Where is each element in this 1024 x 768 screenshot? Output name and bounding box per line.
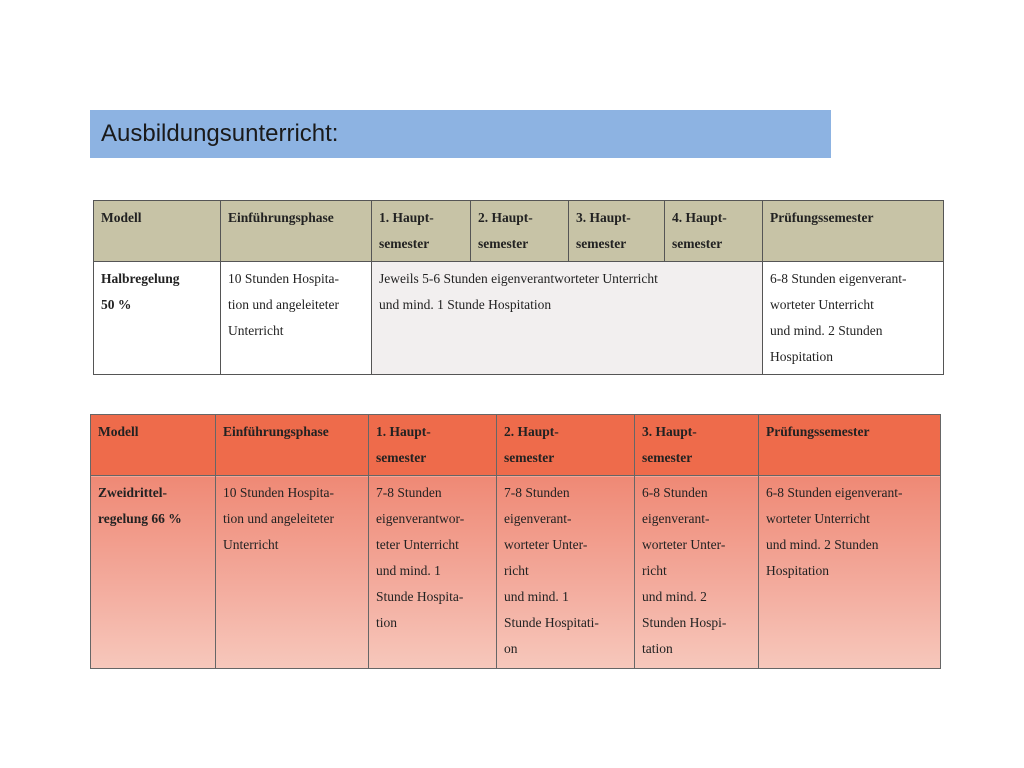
slide-title: [90, 110, 831, 158]
table2-intro-cell: [216, 476, 369, 669]
cell-line: Unterricht: [223, 537, 279, 552]
cell-line: 7-8 Stunden: [504, 485, 570, 500]
cell-line: 10 Stunden Hospita-: [223, 485, 334, 500]
cell-line: Einführungsphase: [223, 424, 329, 439]
table2-header-cell: [635, 415, 759, 476]
table2-header-cell: [91, 415, 216, 476]
table1-exam-cell: [763, 262, 944, 375]
table1-header-cell: [569, 201, 665, 262]
cell-line: 6-8 Stunden eigenverant-: [770, 271, 907, 286]
cell-line: und mind. 2 Stunden: [770, 323, 883, 338]
cell-line: eigenverantwor-: [376, 511, 465, 526]
table1-model-cell: [94, 262, 221, 375]
cropped-table-caption: [94, 180, 310, 194]
cell-line: semester: [504, 450, 555, 465]
cell-line: semester: [478, 236, 529, 251]
slide-title-text: Ausbildungsunterricht:: [101, 120, 339, 147]
cell-line: 2. Haupt-: [478, 210, 533, 225]
cell-line: 6-8 Stunden: [642, 485, 708, 500]
cell-line: eigenverant-: [642, 511, 710, 526]
cell-line: worteter Unterricht: [770, 297, 874, 312]
table1-header-cell: [471, 201, 569, 262]
table2-header-cell: [216, 415, 369, 476]
cell-line: und mind. 2 Stunden: [766, 537, 879, 552]
table2-header-cell: [369, 415, 497, 476]
cell-line: tion und angeleiteter: [228, 297, 339, 312]
table2-header-row: [91, 415, 941, 476]
cell-line: 50 %: [101, 297, 132, 312]
cell-line: Jeweils 5-6 Stunden eigenverantworteter Unterricht: [379, 271, 658, 286]
table1-header-row: [94, 201, 944, 262]
table2-data-row: [91, 476, 941, 669]
cell-line: und mind. 1: [504, 589, 569, 604]
cell-line: und mind. 1: [376, 563, 441, 578]
zweidrittelregelung-table: [90, 414, 941, 669]
table1-header-cell: [94, 201, 221, 262]
cell-line: 1. Haupt-: [376, 424, 431, 439]
cell-line: Prüfungssemester: [770, 210, 874, 225]
table2-header-cell: [759, 415, 941, 476]
cell-line: 1. Haupt-: [379, 210, 434, 225]
cell-line: tion: [376, 615, 398, 630]
cell-line: tion und angeleiteter: [223, 511, 334, 526]
cell-line: on: [504, 641, 518, 656]
cell-line: teter Unterricht: [376, 537, 459, 552]
cell-line: semester: [576, 236, 627, 251]
cell-line: Hospitation: [770, 349, 833, 364]
table2-exam-cell: [759, 476, 941, 669]
cell-line: tation: [642, 641, 673, 656]
cell-line: Modell: [101, 210, 142, 225]
cell-line: Unterricht: [228, 323, 284, 338]
table1-data-row: [94, 262, 944, 375]
cell-line: 3. Haupt-: [576, 210, 631, 225]
cell-line: Einführungsphase: [228, 210, 334, 225]
cell-line: regelung 66 %: [98, 511, 182, 526]
cell-line: worteter Unter-: [642, 537, 726, 552]
table2-model-cell: [91, 476, 216, 669]
table1-header-cell: [763, 201, 944, 262]
table2-semester1-cell: [369, 476, 497, 669]
cell-line: richt: [504, 563, 529, 578]
cell-line: und mind. 2: [642, 589, 707, 604]
cell-line: 7-8 Stunden: [376, 485, 442, 500]
cell-line: Zweidrittel-: [98, 485, 167, 500]
cell-line: 6-8 Stunden eigenverant-: [766, 485, 903, 500]
cell-line: Stunde Hospita-: [376, 589, 464, 604]
cell-line: Stunde Hospitati-: [504, 615, 599, 630]
cell-line: worteter Unterricht: [766, 511, 870, 526]
cell-line: richt: [642, 563, 667, 578]
table1-intro-cell: [221, 262, 372, 375]
cell-line: 2. Haupt-: [504, 424, 559, 439]
cell-line: Stunden Hospi-: [642, 615, 727, 630]
cell-line: eigenverant-: [504, 511, 572, 526]
cell-line: semester: [642, 450, 693, 465]
table1-main-semesters-cell: [372, 262, 763, 375]
table1-header-cell: [665, 201, 763, 262]
cell-line: semester: [379, 236, 430, 251]
table1-header-cell: [221, 201, 372, 262]
cell-line: Halbregelung: [101, 271, 180, 286]
cell-line: Prüfungssemester: [766, 424, 870, 439]
cell-line: worteter Unter-: [504, 537, 588, 552]
table1-header-cell: [372, 201, 471, 262]
table2-semester2-cell: [497, 476, 635, 669]
table2-header-cell: [497, 415, 635, 476]
cell-line: Modell: [98, 424, 139, 439]
cell-line: 10 Stunden Hospita-: [228, 271, 339, 286]
cell-line: 3. Haupt-: [642, 424, 697, 439]
cell-line: semester: [376, 450, 427, 465]
cell-line: 4. Haupt-: [672, 210, 727, 225]
table2-semester3-cell: [635, 476, 759, 669]
halbregelung-table: [93, 200, 944, 375]
cell-line: Hospitation: [766, 563, 829, 578]
cell-line: und mind. 1 Stunde Hospitation: [379, 297, 552, 312]
cell-line: semester: [672, 236, 723, 251]
